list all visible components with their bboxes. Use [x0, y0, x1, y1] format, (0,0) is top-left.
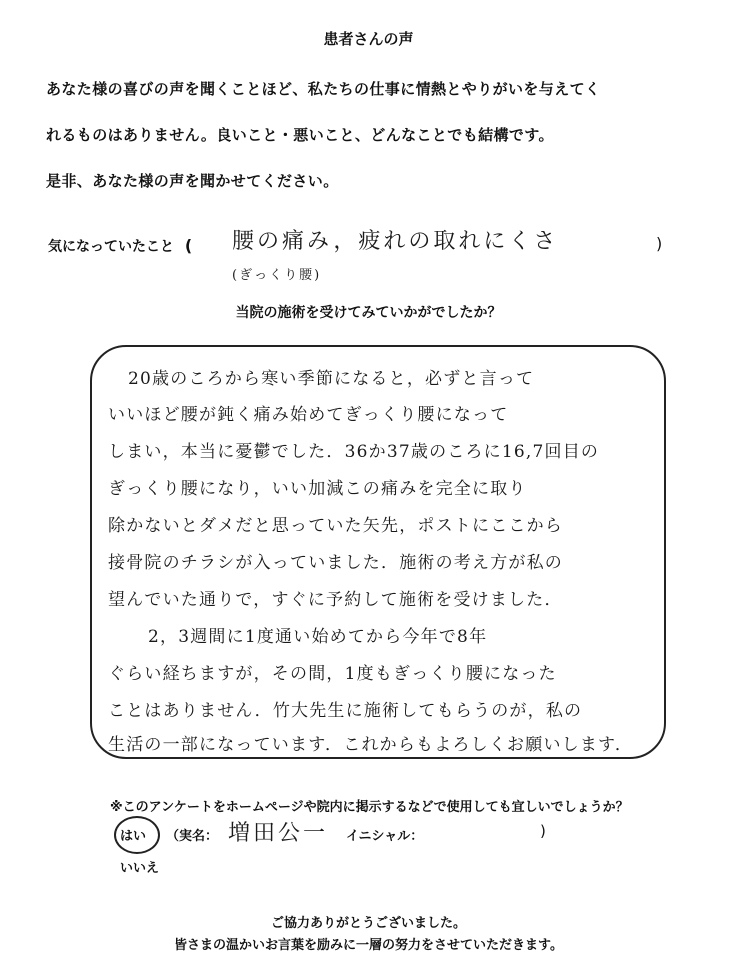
initial-label: イニシャル：	[346, 829, 424, 844]
concern-answer: 腰の痛み，疲れの取れにくさ	[232, 229, 559, 254]
real-name-value[interactable]: 増田公一	[228, 821, 329, 846]
testimonial-line: 20歳のころから寒い季節になると，必ずと言って	[128, 369, 535, 389]
testimonial-line: ぐらい経ちますが，その間，1度もぎっくり腰になった	[108, 664, 557, 684]
closing-message: 皆さまの温かいお言葉を励みに一層の努力をさせていただきます。	[174, 938, 563, 953]
testimonial-line: しまい，本当に憂鬱でした．36か37歳のころに16,7回目の	[108, 442, 600, 462]
testimonial-line: ぎっくり腰になり，いい加減この痛みを完全に取り	[108, 479, 527, 499]
testimonial-line: 望んでいた通りで，すぐに予約して施術を受けました．	[108, 590, 563, 610]
consent-question: ※このアンケートをホームページや院内に掲示するなどで使用しても宜しいでしょうか？	[110, 800, 629, 815]
form-title: 患者さんの声	[323, 30, 414, 48]
intro-line-2: れるものはありません。良いこと・悪いこと、どんなことでも結構です。	[46, 126, 554, 144]
consent-no-option[interactable]: いいえ	[120, 861, 160, 876]
testimonial-line: 生活の一部になっています．これからもよろしくお願いします．	[108, 735, 634, 755]
intro-line-1: あなた様の喜びの声を聞くことほど、私たちの仕事に情熱とやりがいを与えてく	[46, 80, 601, 98]
real-name-label: （実名：	[166, 829, 219, 844]
concern-label: 気になっていたこと (	[48, 236, 193, 255]
concern-open-paren: (	[184, 236, 193, 255]
concern-answer-note: (ぎっくり腰)	[232, 268, 322, 283]
testimonial-line: 2，3週間に1度通い始めてから今年で8年	[148, 627, 488, 647]
testimonial-line: ことはありません．竹大先生に施術してもらうのが，私の	[108, 701, 583, 721]
consent-yes-option[interactable]: はい	[120, 829, 147, 844]
testimonial-line: 接骨院のチラシが入っていました．施術の考え方が私の	[108, 553, 563, 573]
testimonial-line: 除かないとダメだと思っていた矢先，ポストにここから	[108, 516, 563, 536]
intro-line-3: 是非、あなた様の声を聞かせてください。	[46, 172, 339, 190]
consent-close-paren: )	[540, 822, 546, 840]
testimonial-line: いいほど腰が鈍く痛み始めてぎっくり腰になって	[108, 405, 509, 425]
concern-close-paren: )	[656, 234, 663, 253]
feedback-question: 当院の施術を受けてみていかがでしたか？	[235, 305, 502, 321]
thanks-message: ご協力ありがとうございました。	[270, 916, 466, 931]
